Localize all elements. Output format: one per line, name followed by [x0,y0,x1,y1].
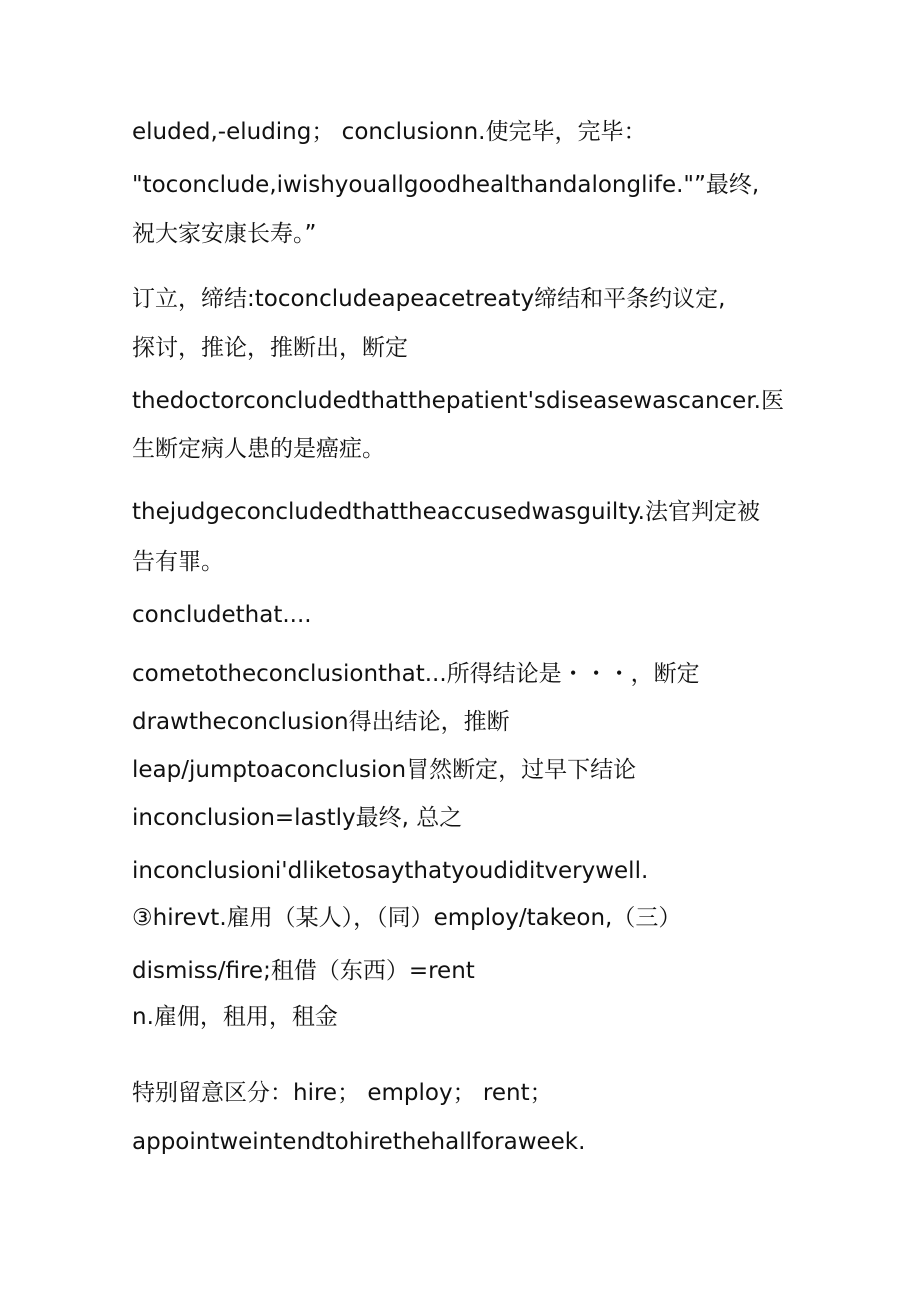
text-line: 探讨，推论，推断出，断定 [132,335,408,361]
text-line: 告有罪。 [132,549,224,575]
text-line: dismiss/fire;租借（东西）=rent [132,958,475,984]
text-line: cometotheconclusionthat...所得结论是・・・，断定 [132,661,700,687]
text-line: drawtheconclusion得出结论，推断 [132,709,510,735]
text-line: leap/jumptoaconclusion冒然断定，过早下结论 [132,757,637,783]
text-line: appointweintendtohirethehallforaweek. [132,1129,586,1155]
text-line: inconclusioni'dliketosaythatyoudiditverywell. [132,858,649,884]
text-line: eluded,-eluding； conclusionn.使完毕，完毕： [132,119,647,145]
text-line: 订立，缔结:toconcludeapeacetreaty缔结和平条约议定, [132,286,726,312]
text-line: 特别留意区分：hire； employ； rent； [132,1080,553,1106]
text-line: inconclusion=lastly最终, 总之 [132,805,463,831]
text-line: thejudgeconcludedthattheaccusedwasguilty.法官判定被 [132,499,760,525]
text-line: "toconclude,iwishyouallgoodhealthandalonglife."”最终, [132,172,760,198]
text-line: concludethat.... [132,602,312,628]
text-line: ③hirevt.雇用（某人），（同）employ/takeon,（三） [132,905,682,931]
text-line: 祝大家安康长寿。” [132,221,317,247]
text-line: n.雇佣，租用，租金 [132,1004,338,1030]
text-line: 生断定病人患的是癌症。 [132,436,385,462]
text-line: thedoctorconcludedthatthepatient'sdiseasewascancer.医 [132,388,784,414]
